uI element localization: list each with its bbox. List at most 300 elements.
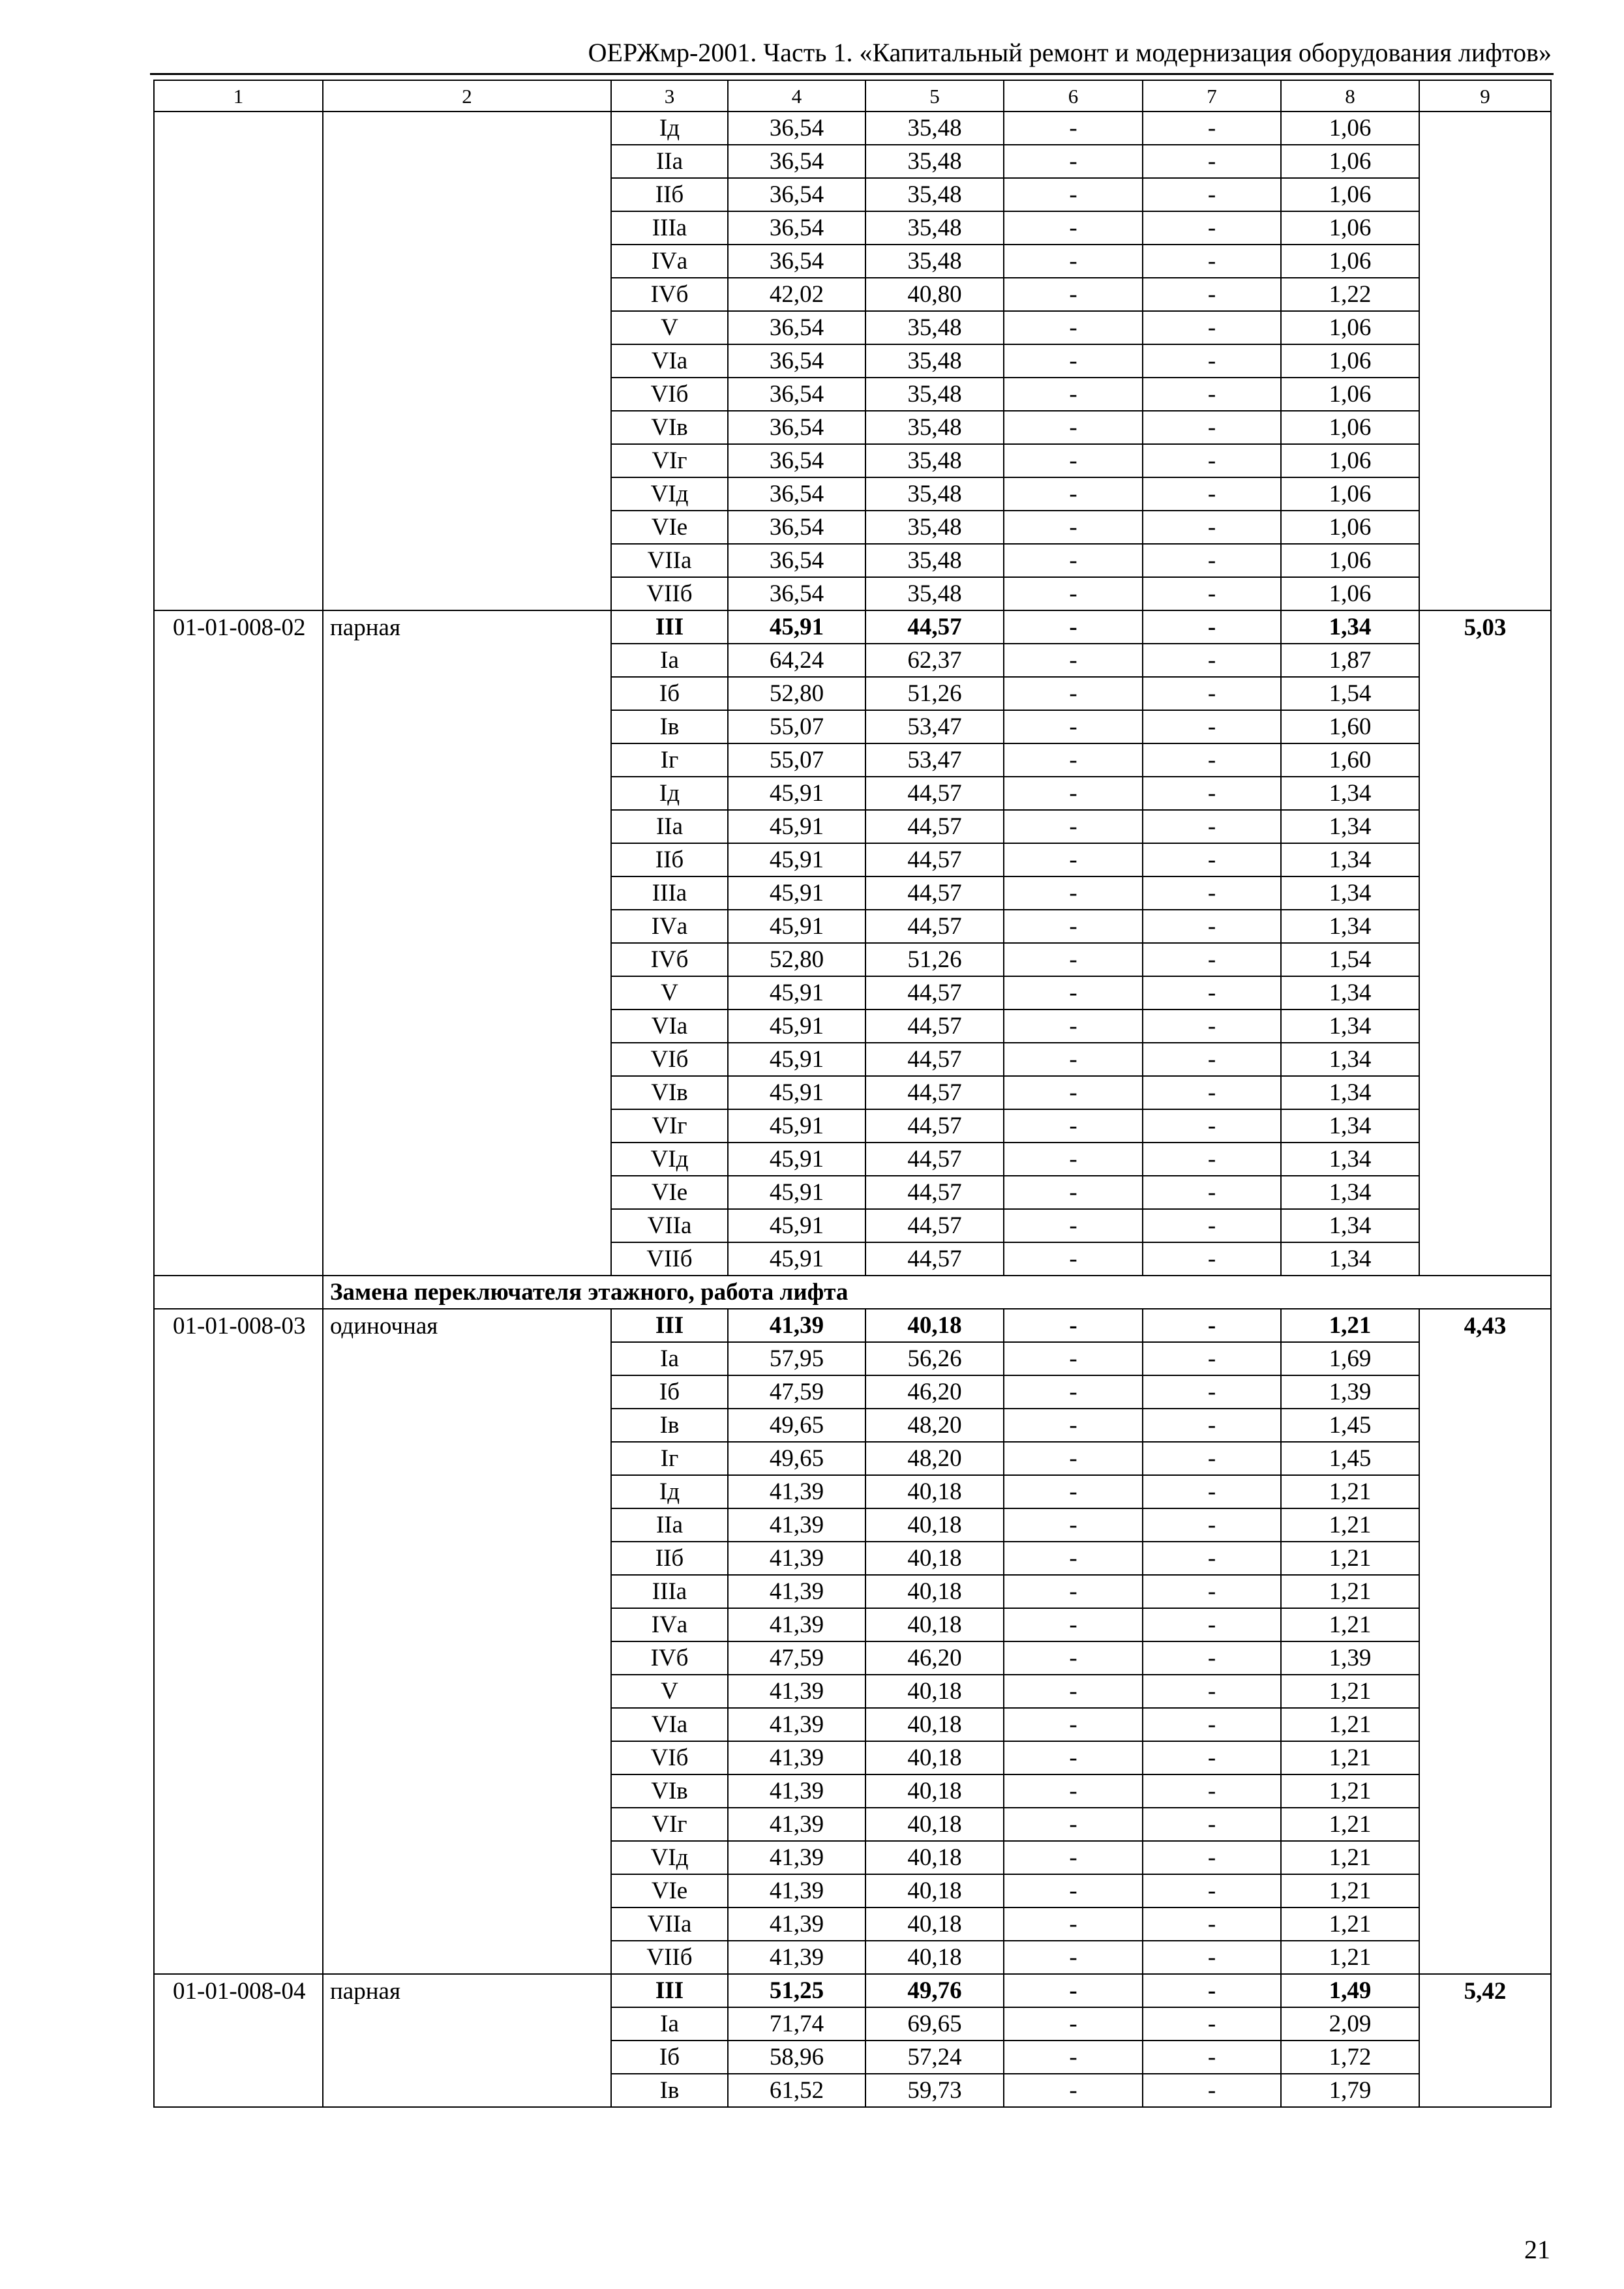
col5-value: 62,37 — [865, 644, 1004, 677]
col7-value: - — [1143, 976, 1281, 1010]
col6-value: - — [1004, 411, 1143, 444]
col8-value: 1,22 — [1281, 278, 1419, 311]
col5-value: 40,18 — [865, 1741, 1004, 1774]
rate-name: парная — [323, 610, 611, 1276]
col8-value: 1,06 — [1281, 411, 1419, 444]
col8-value: 1,06 — [1281, 178, 1419, 211]
col6-value: - — [1004, 1741, 1143, 1774]
col6-value: - — [1004, 1675, 1143, 1708]
col8-value: 1,34 — [1281, 1076, 1419, 1109]
col6-value: - — [1004, 1043, 1143, 1076]
col4-value: 41,39 — [728, 1908, 865, 1941]
zone-cell: IIIа — [611, 211, 728, 245]
col7-value: - — [1143, 477, 1281, 511]
zone-cell: VIб — [611, 1043, 728, 1076]
col5-value: 40,18 — [865, 1309, 1004, 1342]
col9-value: 4,43 — [1419, 1309, 1551, 1974]
rate-code — [154, 112, 323, 610]
col7-value: - — [1143, 1242, 1281, 1276]
col6-value: - — [1004, 910, 1143, 943]
col6-value: - — [1004, 677, 1143, 710]
col7-value: - — [1143, 1176, 1281, 1209]
col8-value: 1,06 — [1281, 245, 1419, 278]
col5-value: 35,48 — [865, 245, 1004, 278]
col5-value: 59,73 — [865, 2074, 1004, 2107]
col8-value: 1,79 — [1281, 2074, 1419, 2107]
col9-value: 5,03 — [1419, 610, 1551, 1276]
zone-cell: Iб — [611, 2041, 728, 2074]
col4-value: 45,91 — [728, 1209, 865, 1242]
column-number: 3 — [611, 80, 728, 112]
col6-value: - — [1004, 1608, 1143, 1641]
col8-value: 1,21 — [1281, 1708, 1419, 1741]
zone-cell: VIIа — [611, 1209, 728, 1242]
col5-value: 44,57 — [865, 976, 1004, 1010]
col8-value: 1,21 — [1281, 1309, 1419, 1342]
col7-value: - — [1143, 1808, 1281, 1841]
col7-value: - — [1143, 810, 1281, 843]
col6-value: - — [1004, 843, 1143, 876]
col7-value: - — [1143, 1043, 1281, 1076]
col5-value: 35,48 — [865, 112, 1004, 145]
col4-value: 45,91 — [728, 610, 865, 644]
col5-value: 44,57 — [865, 1043, 1004, 1076]
zone-cell: IIIа — [611, 1575, 728, 1608]
col8-value: 1,34 — [1281, 976, 1419, 1010]
col7-value: - — [1143, 1675, 1281, 1708]
table-row — [154, 1974, 1551, 2007]
col4-value: 36,54 — [728, 245, 865, 278]
zone-cell: IIб — [611, 843, 728, 876]
col8-value: 1,21 — [1281, 1908, 1419, 1941]
col6-value: - — [1004, 610, 1143, 644]
col6-value: - — [1004, 1309, 1143, 1342]
col5-value: 44,57 — [865, 1242, 1004, 1276]
col8-value: 1,21 — [1281, 1608, 1419, 1641]
col5-value: 35,48 — [865, 378, 1004, 411]
col6-value: - — [1004, 943, 1143, 976]
col5-value: 35,48 — [865, 411, 1004, 444]
zone-cell: IIб — [611, 1542, 728, 1575]
col6-value: - — [1004, 1342, 1143, 1375]
col4-value: 52,80 — [728, 943, 865, 976]
zone-cell: VIв — [611, 411, 728, 444]
zone-cell: Iв — [611, 2074, 728, 2107]
column-number: 4 — [728, 80, 865, 112]
zone-cell: VIб — [611, 378, 728, 411]
col6-value: - — [1004, 743, 1143, 777]
zone-cell: IVб — [611, 943, 728, 976]
col5-value: 46,20 — [865, 1375, 1004, 1409]
col4-value: 47,59 — [728, 1375, 865, 1409]
zone-cell: IVб — [611, 1641, 728, 1675]
zone-cell: VIд — [611, 1143, 728, 1176]
rate-code: 01-01-008-04 — [154, 1974, 323, 2107]
col5-value: 40,18 — [865, 1575, 1004, 1608]
col5-value: 57,24 — [865, 2041, 1004, 2074]
col7-value: - — [1143, 2041, 1281, 2074]
col4-value: 45,91 — [728, 910, 865, 943]
col5-value: 40,18 — [865, 1841, 1004, 1874]
col7-value: - — [1143, 1409, 1281, 1442]
col7-value: - — [1143, 1908, 1281, 1941]
col5-value: 35,48 — [865, 311, 1004, 344]
col5-value: 35,48 — [865, 577, 1004, 610]
col7-value: - — [1143, 2074, 1281, 2107]
col4-value: 36,54 — [728, 444, 865, 477]
col7-value: - — [1143, 1442, 1281, 1475]
zone-cell: III — [611, 1974, 728, 2007]
col4-value: 41,39 — [728, 1675, 865, 1708]
col4-value: 52,80 — [728, 677, 865, 710]
col8-value: 1,54 — [1281, 677, 1419, 710]
col6-value: - — [1004, 1874, 1143, 1908]
col7-value: - — [1143, 1841, 1281, 1874]
col5-value: 49,76 — [865, 1974, 1004, 2007]
zone-cell: Iа — [611, 2007, 728, 2041]
col8-value: 1,60 — [1281, 743, 1419, 777]
col8-value: 1,06 — [1281, 378, 1419, 411]
column-number: 9 — [1419, 80, 1551, 112]
col4-value: 45,91 — [728, 1143, 865, 1176]
col6-value: - — [1004, 1808, 1143, 1841]
col4-value: 36,54 — [728, 311, 865, 344]
col4-value: 45,91 — [728, 1176, 865, 1209]
zone-cell: Iд — [611, 777, 728, 810]
col4-value: 49,65 — [728, 1409, 865, 1442]
col5-value: 35,48 — [865, 444, 1004, 477]
zone-cell: VIв — [611, 1076, 728, 1109]
col7-value: - — [1143, 1109, 1281, 1143]
col4-value: 36,54 — [728, 544, 865, 577]
col7-value: - — [1143, 1309, 1281, 1342]
col4-value: 36,54 — [728, 112, 865, 145]
col4-value: 41,39 — [728, 1841, 865, 1874]
zone-cell: Iг — [611, 743, 728, 777]
col4-value: 49,65 — [728, 1442, 865, 1475]
col7-value: - — [1143, 1143, 1281, 1176]
col7-value: - — [1143, 1076, 1281, 1109]
zone-cell: III — [611, 1309, 728, 1342]
table-row — [154, 112, 1551, 145]
zone-cell: Iг — [611, 1442, 728, 1475]
zone-cell: VIд — [611, 477, 728, 511]
col6-value: - — [1004, 1209, 1143, 1242]
col4-value: 71,74 — [728, 2007, 865, 2041]
col7-value: - — [1143, 1874, 1281, 1908]
zone-cell: Iв — [611, 1409, 728, 1442]
col8-value: 1,21 — [1281, 1475, 1419, 1508]
col4-value: 36,54 — [728, 178, 865, 211]
col5-value: 44,57 — [865, 777, 1004, 810]
col4-value: 57,95 — [728, 1342, 865, 1375]
page-header-title: ОЕРЖмр-2001. Часть 1. «Капитальный ремонт и модернизация оборудования лифтов» — [588, 38, 1552, 67]
col4-value: 45,91 — [728, 1242, 865, 1276]
col7-value: - — [1143, 677, 1281, 710]
col4-value: 61,52 — [728, 2074, 865, 2107]
col6-value: - — [1004, 2041, 1143, 2074]
col7-value: - — [1143, 1708, 1281, 1741]
col7-value: - — [1143, 1209, 1281, 1242]
col6-value: - — [1004, 311, 1143, 344]
zone-cell: III — [611, 610, 728, 644]
zone-cell: IVа — [611, 1608, 728, 1641]
col8-value: 1,39 — [1281, 1375, 1419, 1409]
col7-value: - — [1143, 2007, 1281, 2041]
col8-value: 2,09 — [1281, 2007, 1419, 2041]
col8-value: 1,34 — [1281, 843, 1419, 876]
col7-value: - — [1143, 876, 1281, 910]
column-number-row — [154, 80, 1551, 112]
col5-value: 40,18 — [865, 1708, 1004, 1741]
col6-value: - — [1004, 178, 1143, 211]
col4-value: 45,91 — [728, 876, 865, 910]
col7-value: - — [1143, 1974, 1281, 2007]
col5-value: 48,20 — [865, 1442, 1004, 1475]
col7-value: - — [1143, 1375, 1281, 1409]
col5-value: 51,26 — [865, 677, 1004, 710]
col6-value: - — [1004, 112, 1143, 145]
col7-value: - — [1143, 344, 1281, 378]
zone-cell: IIа — [611, 1508, 728, 1542]
col7-value: - — [1143, 644, 1281, 677]
col4-value: 64,24 — [728, 644, 865, 677]
zone-cell: V — [611, 311, 728, 344]
col5-value: 40,18 — [865, 1941, 1004, 1974]
col6-value: - — [1004, 1508, 1143, 1542]
col8-value: 1,21 — [1281, 1542, 1419, 1575]
col7-value: - — [1143, 378, 1281, 411]
col8-value: 1,06 — [1281, 477, 1419, 511]
col4-value: 45,91 — [728, 777, 865, 810]
col6-value: - — [1004, 211, 1143, 245]
col5-value: 40,18 — [865, 1808, 1004, 1841]
col4-value: 41,39 — [728, 1808, 865, 1841]
col7-value: - — [1143, 1774, 1281, 1808]
col5-value: 40,18 — [865, 1608, 1004, 1641]
col6-value: - — [1004, 1708, 1143, 1741]
col5-value: 44,57 — [865, 1143, 1004, 1176]
zone-cell: Iб — [611, 1375, 728, 1409]
section-row — [154, 1276, 1551, 1309]
zone-cell: VIа — [611, 1010, 728, 1043]
col7-value: - — [1143, 1575, 1281, 1608]
zone-cell: VIб — [611, 1741, 728, 1774]
col4-value: 55,07 — [728, 743, 865, 777]
col6-value: - — [1004, 1475, 1143, 1508]
table-row — [154, 1309, 1551, 1342]
col5-value: 44,57 — [865, 610, 1004, 644]
col7-value: - — [1143, 145, 1281, 178]
col9-value — [1419, 112, 1551, 610]
col7-value: - — [1143, 544, 1281, 577]
col4-value: 45,91 — [728, 810, 865, 843]
zone-cell: VIIб — [611, 1941, 728, 1974]
col8-value: 1,34 — [1281, 1109, 1419, 1143]
zone-cell: Iв — [611, 710, 728, 743]
col4-value: 45,91 — [728, 1010, 865, 1043]
col4-value: 36,54 — [728, 511, 865, 544]
col8-value: 1,45 — [1281, 1442, 1419, 1475]
col8-value: 1,34 — [1281, 876, 1419, 910]
col7-value: - — [1143, 211, 1281, 245]
rate-name: одиночная — [323, 1309, 611, 1974]
col6-value: - — [1004, 378, 1143, 411]
col7-value: - — [1143, 1475, 1281, 1508]
col5-value: 40,18 — [865, 1908, 1004, 1941]
col7-value: - — [1143, 278, 1281, 311]
zone-cell: V — [611, 1675, 728, 1708]
col4-value: 36,54 — [728, 211, 865, 245]
rate-name: парная — [323, 1974, 611, 2107]
col4-value: 45,91 — [728, 1043, 865, 1076]
col5-value: 48,20 — [865, 1409, 1004, 1442]
col6-value: - — [1004, 1442, 1143, 1475]
column-number: 2 — [323, 80, 611, 112]
col8-value: 1,34 — [1281, 1043, 1419, 1076]
zone-cell: V — [611, 976, 728, 1010]
col5-value: 40,18 — [865, 1774, 1004, 1808]
zone-cell: IIа — [611, 145, 728, 178]
col5-value: 40,18 — [865, 1874, 1004, 1908]
col6-value: - — [1004, 1143, 1143, 1176]
col6-value: - — [1004, 344, 1143, 378]
col5-value: 44,57 — [865, 843, 1004, 876]
col7-value: - — [1143, 1342, 1281, 1375]
col6-value: - — [1004, 710, 1143, 743]
col4-value: 41,39 — [728, 1508, 865, 1542]
col4-value: 36,54 — [728, 145, 865, 178]
col8-value: 1,34 — [1281, 1242, 1419, 1276]
col6-value: - — [1004, 245, 1143, 278]
col5-value: 44,57 — [865, 810, 1004, 843]
col6-value: - — [1004, 1076, 1143, 1109]
col5-value: 40,18 — [865, 1475, 1004, 1508]
col6-value: - — [1004, 1010, 1143, 1043]
col8-value: 1,60 — [1281, 710, 1419, 743]
col8-value: 1,06 — [1281, 344, 1419, 378]
zone-cell: IIIа — [611, 876, 728, 910]
col6-value: - — [1004, 278, 1143, 311]
col8-value: 1,06 — [1281, 311, 1419, 344]
column-number: 1 — [154, 80, 323, 112]
col7-value: - — [1143, 577, 1281, 610]
zone-cell: Iд — [611, 112, 728, 145]
col6-value: - — [1004, 1974, 1143, 2007]
col8-value: 1,06 — [1281, 444, 1419, 477]
col4-value: 45,91 — [728, 843, 865, 876]
page-number: 21 — [1524, 2235, 1550, 2264]
col7-value: - — [1143, 1508, 1281, 1542]
rate-code: 01-01-008-03 — [154, 1309, 323, 1974]
zone-cell: IVа — [611, 910, 728, 943]
col4-value: 41,39 — [728, 1708, 865, 1741]
section-blank-cell — [154, 1276, 323, 1309]
col4-value: 45,91 — [728, 1076, 865, 1109]
zone-cell: Iд — [611, 1475, 728, 1508]
col8-value: 1,21 — [1281, 1575, 1419, 1608]
col8-value: 1,21 — [1281, 1941, 1419, 1974]
col7-value: - — [1143, 444, 1281, 477]
header-rule — [150, 73, 1554, 75]
col7-value: - — [1143, 710, 1281, 743]
col7-value: - — [1143, 1010, 1281, 1043]
zone-cell: IIа — [611, 810, 728, 843]
col4-value: 41,39 — [728, 1542, 865, 1575]
col6-value: - — [1004, 2074, 1143, 2107]
col4-value: 36,54 — [728, 477, 865, 511]
zone-cell: VIд — [611, 1841, 728, 1874]
col7-value: - — [1143, 245, 1281, 278]
col4-value: 41,39 — [728, 1774, 865, 1808]
zone-cell: VIе — [611, 1176, 728, 1209]
col8-value: 1,87 — [1281, 644, 1419, 677]
col6-value: - — [1004, 1242, 1143, 1276]
col6-value: - — [1004, 1176, 1143, 1209]
col7-value: - — [1143, 178, 1281, 211]
col4-value: 55,07 — [728, 710, 865, 743]
rates-table — [153, 80, 1552, 2108]
column-number: 5 — [865, 80, 1004, 112]
col8-value: 1,21 — [1281, 1774, 1419, 1808]
zone-cell: VIг — [611, 1109, 728, 1143]
col4-value: 36,54 — [728, 344, 865, 378]
zone-cell: Iа — [611, 644, 728, 677]
col4-value: 41,39 — [728, 1575, 865, 1608]
col4-value: 47,59 — [728, 1641, 865, 1675]
col8-value: 1,39 — [1281, 1641, 1419, 1675]
col6-value: - — [1004, 1841, 1143, 1874]
col6-value: - — [1004, 1542, 1143, 1575]
col4-value: 41,39 — [728, 1475, 865, 1508]
col4-value: 36,54 — [728, 378, 865, 411]
col6-value: - — [1004, 777, 1143, 810]
col4-value: 51,25 — [728, 1974, 865, 2007]
col8-value: 1,69 — [1281, 1342, 1419, 1375]
col7-value: - — [1143, 777, 1281, 810]
col5-value: 40,18 — [865, 1508, 1004, 1542]
col8-value: 1,06 — [1281, 544, 1419, 577]
zone-cell: Iб — [611, 677, 728, 710]
column-number: 7 — [1143, 80, 1281, 112]
zone-cell: IIб — [611, 178, 728, 211]
zone-cell: VIIа — [611, 1908, 728, 1941]
col8-value: 1,54 — [1281, 943, 1419, 976]
col7-value: - — [1143, 1941, 1281, 1974]
col7-value: - — [1143, 1542, 1281, 1575]
col6-value: - — [1004, 1774, 1143, 1808]
col8-value: 1,34 — [1281, 1176, 1419, 1209]
col5-value: 53,47 — [865, 743, 1004, 777]
col6-value: - — [1004, 145, 1143, 178]
col5-value: 44,57 — [865, 876, 1004, 910]
col5-value: 44,57 — [865, 1176, 1004, 1209]
col5-value: 44,57 — [865, 1109, 1004, 1143]
col6-value: - — [1004, 1575, 1143, 1608]
zone-cell: VIIа — [611, 544, 728, 577]
zone-cell: VIIб — [611, 577, 728, 610]
col7-value: - — [1143, 511, 1281, 544]
col6-value: - — [1004, 644, 1143, 677]
col4-value: 58,96 — [728, 2041, 865, 2074]
col8-value: 1,49 — [1281, 1974, 1419, 2007]
col6-value: - — [1004, 1109, 1143, 1143]
col6-value: - — [1004, 1375, 1143, 1409]
col8-value: 1,06 — [1281, 511, 1419, 544]
col5-value: 69,65 — [865, 2007, 1004, 2041]
section-title: Замена переключателя этажного, работа лифта — [323, 1276, 1551, 1309]
col5-value: 46,20 — [865, 1641, 1004, 1675]
